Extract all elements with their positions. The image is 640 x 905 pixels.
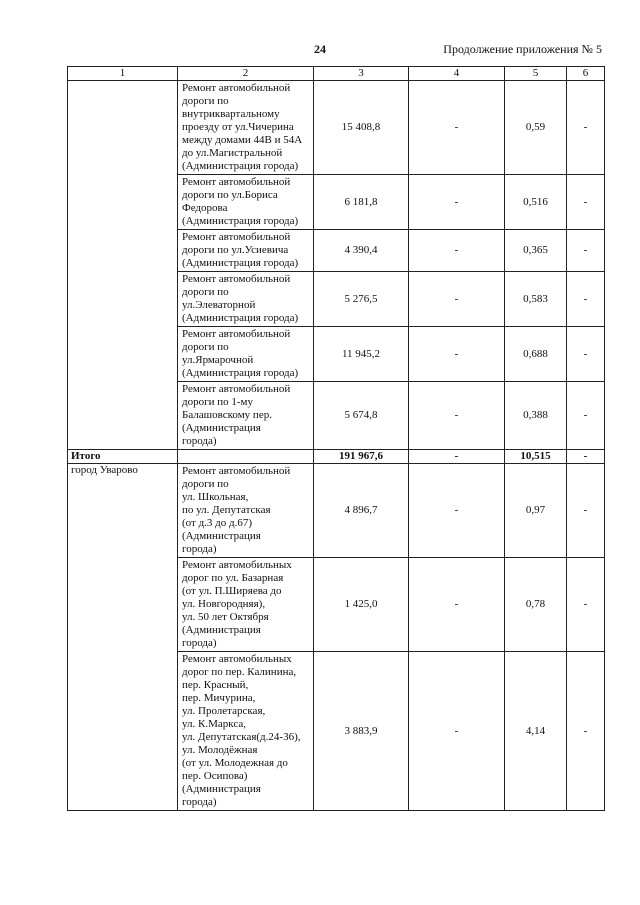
table-row <box>68 464 605 558</box>
description-line: проезду от ул.Чичерина <box>182 121 294 133</box>
work-description <box>178 382 314 450</box>
work-description <box>178 327 314 382</box>
work-description <box>178 175 314 230</box>
description-line: Ремонт автомобильной <box>182 231 291 243</box>
description-line: по ул. Депутатская <box>182 504 271 516</box>
header-col-1: 1 <box>68 67 178 81</box>
description-line: дороги по <box>182 95 229 107</box>
description-line: (от ул. Молодежная до <box>182 757 288 769</box>
header-col-3: 3 <box>314 67 409 81</box>
description-line: города) <box>182 796 217 808</box>
length-value: 0,516 <box>505 175 567 230</box>
col4-value: - <box>409 272 505 327</box>
col4-value: - <box>409 327 505 382</box>
description-line: пер. Мичурина, <box>182 692 256 704</box>
col6-value: - <box>567 81 605 175</box>
description-line: города) <box>182 543 217 555</box>
description-line: дороги по ул.Усиевича <box>182 244 289 256</box>
description-line: ул. Новгородняя), <box>182 598 266 610</box>
description-line: дороги по <box>182 478 229 490</box>
col4-value: - <box>409 558 505 652</box>
col6-value: - <box>567 558 605 652</box>
description-line: ул. 50 лет Октября <box>182 611 269 623</box>
total-length: 10,515 <box>505 450 567 464</box>
col6-value: - <box>567 652 605 811</box>
header-row <box>68 67 605 81</box>
description-line: дороги по <box>182 341 229 353</box>
work-description <box>178 652 314 811</box>
description-line: Ремонт автомобильной <box>182 82 291 94</box>
work-description <box>178 81 314 175</box>
length-value: 0,388 <box>505 382 567 450</box>
description-line: города) <box>182 637 217 649</box>
description-line: до ул.Магистральной <box>182 147 283 159</box>
work-description <box>178 230 314 272</box>
description-line: (Администрация <box>182 530 261 542</box>
description-line: дорог по ул. Базарная <box>182 572 284 584</box>
roads-table <box>67 66 605 811</box>
col6-value: - <box>567 382 605 450</box>
col6-value: - <box>567 327 605 382</box>
cost-value: 3 883,9 <box>314 652 409 811</box>
table-body-a <box>68 81 605 450</box>
length-value: 0,97 <box>505 464 567 558</box>
cost-value: 11 945,2 <box>314 327 409 382</box>
description-line: (Администрация города) <box>182 367 299 379</box>
description-line: города) <box>182 435 217 447</box>
cost-value: 4 896,7 <box>314 464 409 558</box>
cost-value: 6 181,8 <box>314 175 409 230</box>
length-value: 0,78 <box>505 558 567 652</box>
group-cell <box>68 81 178 450</box>
continuation-note: Продолжение приложения № 5 <box>443 42 602 56</box>
col6-value: - <box>567 464 605 558</box>
length-value: 0,365 <box>505 230 567 272</box>
length-value: 0,59 <box>505 81 567 175</box>
total-col4: - <box>409 450 505 464</box>
description-line: (от ул. П.Ширяева до <box>182 585 282 597</box>
description-line: Ремонт автомобильной <box>182 383 291 395</box>
description-line: между домами 44В и 54А <box>182 134 303 146</box>
header-col-2: 2 <box>178 67 314 81</box>
total-cost: 191 967,6 <box>314 450 409 464</box>
total-col6: - <box>567 450 605 464</box>
table-row <box>68 81 605 175</box>
total-row <box>68 450 605 464</box>
cost-value: 5 674,8 <box>314 382 409 450</box>
total-section <box>68 450 605 464</box>
description-line: ул.Элеваторной <box>182 299 256 311</box>
cost-value: 1 425,0 <box>314 558 409 652</box>
col6-value: - <box>567 230 605 272</box>
description-line: ул. К.Маркса, <box>182 718 246 730</box>
description-line: ул.Ярмарочной <box>182 354 254 366</box>
description-line: дороги по ул.Бориса <box>182 189 278 201</box>
total-blank <box>178 450 314 464</box>
description-line: ул. Школьная, <box>182 491 249 503</box>
description-line: ул. Депутатская(д.24-36), <box>182 731 301 743</box>
length-value: 0,688 <box>505 327 567 382</box>
col4-value: - <box>409 81 505 175</box>
total-label: Итого <box>68 450 178 464</box>
description-line: (Администрация города) <box>182 215 299 227</box>
description-line: Ремонт автомобильной <box>182 328 291 340</box>
header-col-6: 6 <box>567 67 605 81</box>
group-cell: город Уварово <box>68 464 178 811</box>
col4-value: - <box>409 464 505 558</box>
header-col-5: 5 <box>505 67 567 81</box>
length-value: 0,583 <box>505 272 567 327</box>
description-line: (Администрация города) <box>182 160 299 172</box>
length-value: 4,14 <box>505 652 567 811</box>
work-description <box>178 272 314 327</box>
description-line: ул. Пролетарская, <box>182 705 266 717</box>
description-line: Ремонт автомобильных <box>182 653 292 665</box>
description-line: Ремонт автомобильной <box>182 273 291 285</box>
description-line: Ремонт автомобильных <box>182 559 292 571</box>
col6-value: - <box>567 272 605 327</box>
work-description <box>178 464 314 558</box>
description-line: Ремонт автомобильной <box>182 176 291 188</box>
work-description <box>178 558 314 652</box>
col4-value: - <box>409 175 505 230</box>
description-line: (Администрация <box>182 783 261 795</box>
description-line: Балашовскому пер. <box>182 409 272 421</box>
page-number: 24 <box>314 42 326 56</box>
description-line: дороги по 1-му <box>182 396 254 408</box>
description-line: Ремонт автомобильной <box>182 465 291 477</box>
col4-value: - <box>409 652 505 811</box>
description-line: пер. Красный, <box>182 679 249 691</box>
description-line: ул. Молодёжная <box>182 744 258 756</box>
col4-value: - <box>409 382 505 450</box>
description-line: (от д.3 до д.67) <box>182 517 253 529</box>
table-body-b <box>68 464 605 811</box>
cost-value: 15 408,8 <box>314 81 409 175</box>
cost-value: 5 276,5 <box>314 272 409 327</box>
col4-value: - <box>409 230 505 272</box>
description-line: пер. Осипова) <box>182 770 248 782</box>
description-line: внутриквартальному <box>182 108 280 120</box>
description-line: дороги по <box>182 286 229 298</box>
header-col-4: 4 <box>409 67 505 81</box>
description-line: (Администрация <box>182 624 261 636</box>
description-line: (Администрация города) <box>182 257 299 269</box>
col6-value: - <box>567 175 605 230</box>
description-line: (Администрация города) <box>182 312 299 324</box>
cost-value: 4 390,4 <box>314 230 409 272</box>
description-line: дорог по пер. Калинина, <box>182 666 297 678</box>
description-line: (Администрация <box>182 422 261 434</box>
description-line: Федорова <box>182 202 228 214</box>
